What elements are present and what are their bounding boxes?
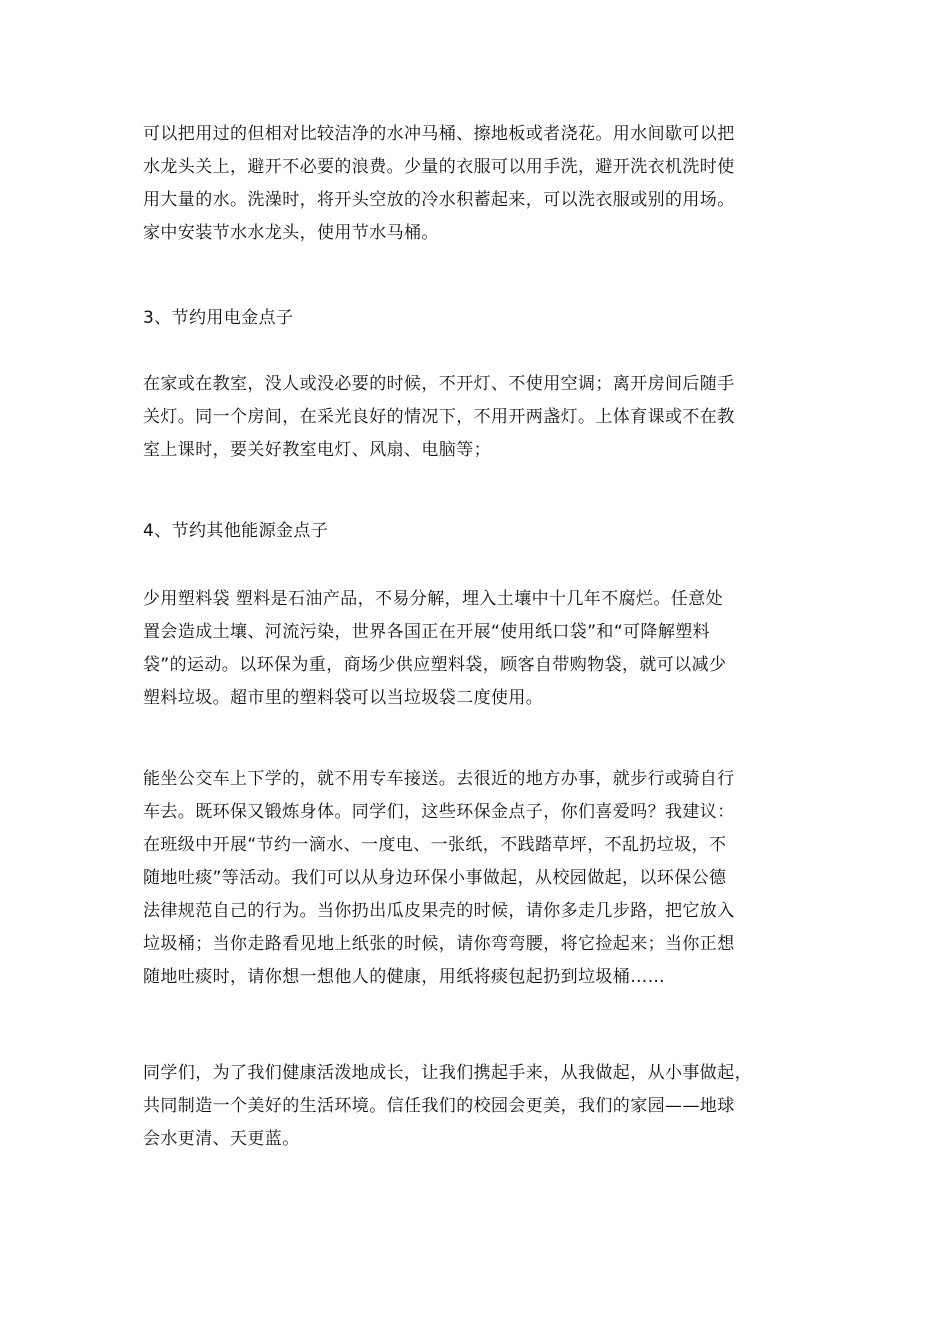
paragraph-plastic-bags <box>143 583 843 715</box>
text-line: 随地吐痰”等活动。我们可以从身边环保小事做起，从校园做起，以环保公德 <box>143 868 727 888</box>
text-line: 关灯。同一个房间，在采光良好的情况下，不用开两盏灯。上体育课或不在教 <box>143 407 735 427</box>
paragraph-transport-and-proposal <box>143 763 843 994</box>
text-line: 家中安装节水水龙头，使用节水马桶。 <box>143 223 439 243</box>
text-line: 车去。既环保又锻炼身体。同学们，这些环保金点子，你们喜爱吗？我建议： <box>143 802 735 822</box>
text-line: 垃圾桶；当你走路看见地上纸张的时候，请你弯弯腰，将它捡起来；当你正想 <box>143 934 735 954</box>
text-line: 随地吐痰时，请你想一想他人的健康，用纸将痰包起扔到垃圾桶…… <box>143 967 665 987</box>
text-line: 在班级中开展“节约一滴水、一度电、一张纸，不践踏草坪，不乱扔垃圾，不 <box>143 835 727 855</box>
text-line: 共同制造一个美好的生活环境。信任我们的校园会更美，我们的家园——地球 <box>143 1096 735 1116</box>
text-line: 水龙头关上，避开不必要的浪费。少量的衣服可以用手洗，避开洗衣机洗时使 <box>143 157 735 177</box>
text-line: 塑料垃圾。超市里的塑料袋可以当垃圾袋二度使用。 <box>143 688 544 708</box>
text-line: 在家或在教室，没人或没必要的时候，不开灯、不使用空调；离开房间后随手 <box>143 374 735 394</box>
text-line: 能坐公交车上下学的，就不用专车接送。去很近的地方办事，就步行或骑自行 <box>143 769 735 789</box>
text-line: 置会造成土壤、河流污染，世界各国正在开展“使用纸口袋”和“可降解塑料 <box>143 622 711 642</box>
paragraph-water-saving <box>143 118 843 250</box>
heading-other-energy-saving <box>143 515 843 548</box>
text-line: 同学们，为了我们健康活泼地成长，让我们携起手来，从我做起，从小事做起， <box>143 1063 752 1083</box>
section-heading: 4、节约其他能源金点子 <box>143 521 329 541</box>
paragraph-electricity-saving <box>143 368 843 467</box>
text-line: 会水更清、天更蓝。 <box>143 1129 300 1149</box>
text-line: 可以把用过的但相对比较洁净的水冲马桶、擦地板或者浇花。用水间歇可以把 <box>143 124 735 144</box>
text-line: 少用塑料袋 塑料是石油产品，不易分解，埋入土壤中十几年不腐烂。任意处 <box>143 589 724 609</box>
text-line: 袋”的运动。以环保为重，商场少供应塑料袋，顾客自带购物袋，就可以减少 <box>143 655 727 675</box>
paragraph-closing <box>143 1057 843 1156</box>
text-line: 法律规范自己的行为。当你扔出瓜皮果壳的时候，请你多走几步路，把它放入 <box>143 901 735 921</box>
heading-electricity-saving <box>143 302 843 335</box>
text-line: 室上课时，要关好教室电灯、风扇、电脑等； <box>143 440 491 460</box>
section-heading: 3、节约用电金点子 <box>143 308 294 328</box>
text-line: 用大量的水。洗澡时，将开头空放的冷水积蓄起来，可以洗衣服或别的用场。 <box>143 190 735 210</box>
